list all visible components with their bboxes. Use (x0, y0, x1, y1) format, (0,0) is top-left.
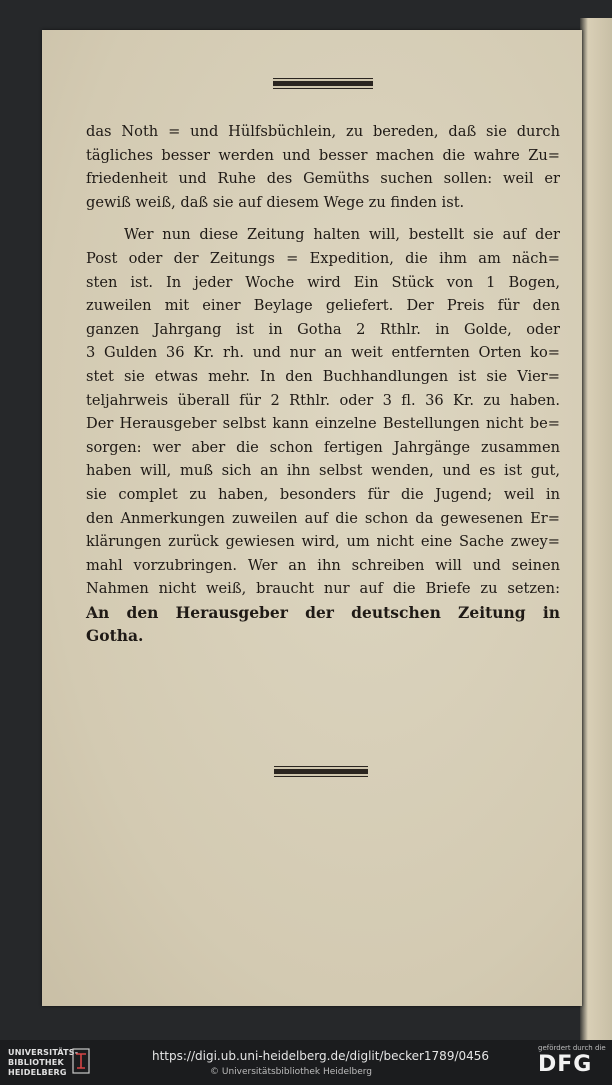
text-line: Wer nun diese Zeitung halten will, bestellt sie auf der (124, 226, 560, 244)
text-line: tägliches besser werden und besser machen die wahre Zu= (86, 146, 560, 164)
text-line: friedenheit und Ruhe des Gemüths suchen sollen: weil er (86, 170, 560, 188)
funder-logo[interactable] (538, 1044, 608, 1077)
text-line: Gotha. (86, 626, 144, 646)
library-logo-text: UNIVERSITÄTS- BIBLIOTHEK HEIDELBERG (8, 1048, 79, 1077)
text-line: Der Herausgeber selbst kann einzelne Bestellungen nicht be= (86, 415, 560, 433)
text-line: sie complet zu haben, besonders für die Jugend; weil in (86, 485, 560, 503)
text-line: sorgen: wer aber die schon fertigen Jahrgänge zusammen (86, 438, 560, 456)
text-line: gewiß weiß, daß sie auf diesem Wege zu finden ist. (86, 193, 465, 211)
text-line: den Anmerkungen zuweilen auf die schon da gewesenen Er= (86, 509, 560, 527)
text-line: ganzen Jahrgang ist in Gotha 2 Rthlr. in Golde, oder (86, 320, 560, 338)
scanned-book-page (42, 30, 582, 1006)
text-line: 3 Gulden 36 Kr. rh. und nur an weit entfernten Orten ko= (86, 344, 560, 362)
library-logo[interactable] (8, 1046, 128, 1080)
text-line: haben will, muß sich an ihn selbst wenden, und es ist gut, (86, 462, 560, 480)
text-line: teljahrweis überall für 2 Rthlr. oder 3 fl. 36 Kr. zu haben. (86, 391, 560, 409)
page-text (86, 120, 560, 648)
text-line: zuweilen mit einer Beylage geliefert. Der Preis für den (86, 297, 560, 315)
copyright-notice: © Universitätsbibliothek Heidelberg (210, 1067, 373, 1077)
funder-label: gefördert durch die (538, 1044, 606, 1052)
text-line: mahl vorzubringen. Wer an ihn schreiben will und seinen (86, 556, 560, 574)
viewer-footer (0, 1040, 612, 1085)
text-line: das Noth = und Hülfsbüchlein, zu bereden, daß sie durch (86, 123, 560, 140)
text-line: sten ist. In jeder Woche wird Ein Stück von 1 Bogen, (86, 273, 560, 291)
library-seal-icon (72, 1048, 90, 1074)
text-line: klärungen zurück gewiesen wird, um nicht eine Sache zwey= (86, 533, 560, 551)
top-ornamental-rule (273, 78, 373, 89)
text-line: An den Herausgeber der deutschen Zeitung in (86, 602, 560, 622)
text-line: Post oder der Zeitungs = Expedition, die ihm am näch= (86, 249, 560, 267)
next-page-edge (580, 18, 612, 1040)
text-line: stet sie etwas mehr. In den Buchhandlungen ist sie Vier= (86, 367, 560, 385)
text-line: Nahmen nicht weiß, braucht nur auf die Briefe zu setzen: (86, 580, 560, 598)
dfg-logo: DFG (538, 1052, 593, 1077)
page-url-link[interactable]: https://digi.ub.uni-heidelberg.de/diglit/becker1789/0456 (152, 1049, 490, 1063)
bottom-ornamental-rule (274, 766, 368, 777)
